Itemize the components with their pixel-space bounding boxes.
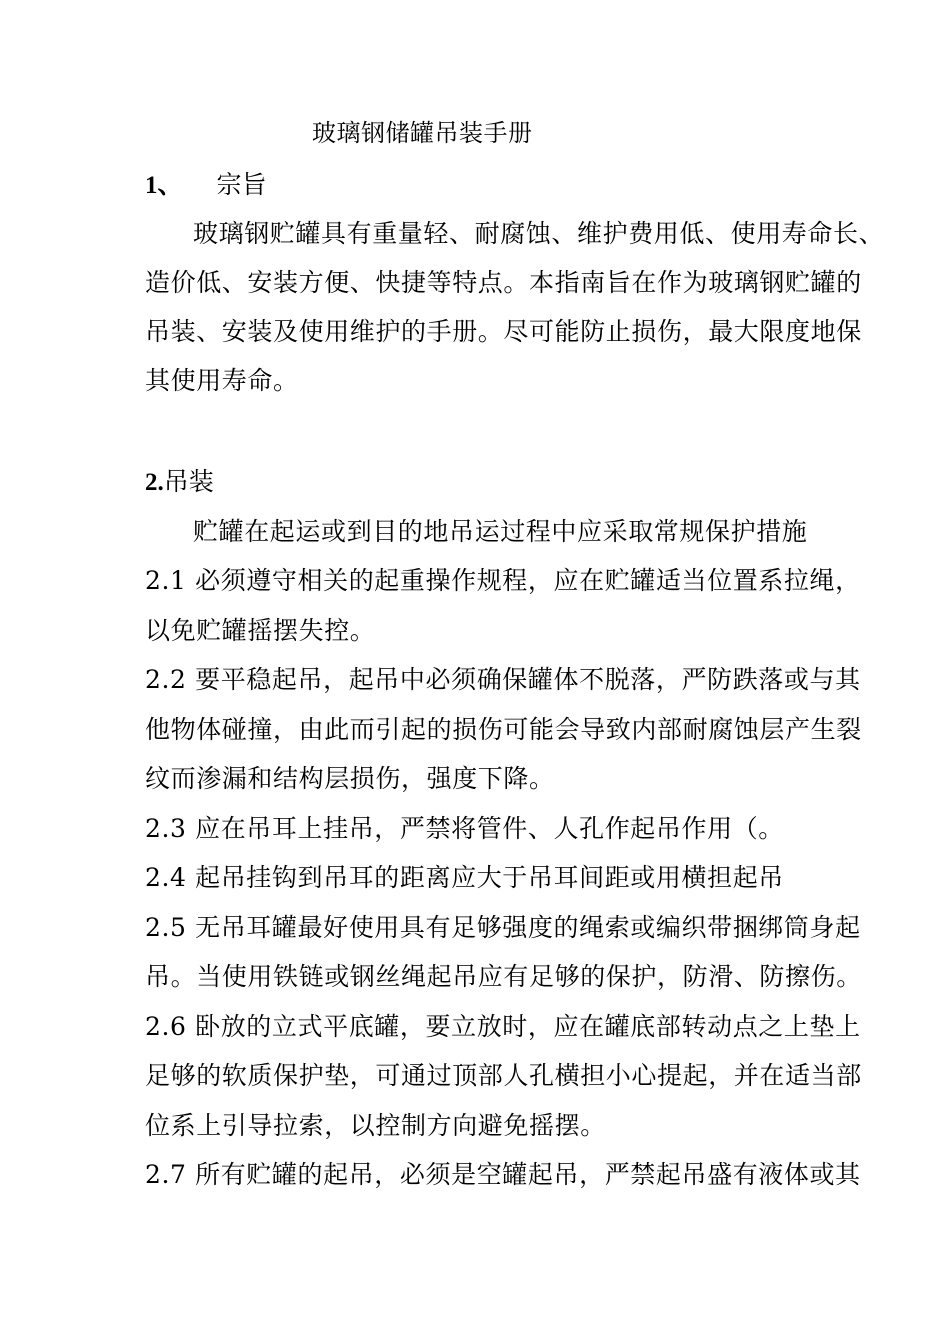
clause-line: 2.4 起吊挂钩到吊耳的距离应大于吊耳间距或用横担起吊	[145, 863, 784, 892]
section-2-number: 2.	[145, 469, 164, 496]
clause-line: 2.6 卧放的立式平底罐，要立放时，应在罐底部转动点之上垫上	[145, 1012, 861, 1041]
clause-line: 纹而渗漏和结构层损伤，强度下降。	[145, 764, 555, 793]
clause-line: 2.7 所有贮罐的起吊，必须是空罐起吊，严禁起吊盛有液体或其	[145, 1160, 861, 1189]
clause-line: 位系上引导拉索，以控制方向避免摇摆。	[145, 1111, 606, 1140]
clause-line: 以免贮罐摇摆失控。	[145, 616, 376, 645]
paragraph-line: 其使用寿命。	[145, 366, 299, 395]
section-2-heading	[145, 464, 214, 501]
clause-line: 足够的软质保护垫，可通过顶部人孔横担小心提起，并在适当部	[145, 1061, 862, 1090]
paragraph-line: 吊装、安装及使用维护的手册。尽可能防止损伤，最大限度地保	[145, 317, 862, 346]
section-1-number: 1、	[145, 172, 183, 199]
clause-line: 2.1 必须遵守相关的起重操作规程，应在贮罐适当位置系拉绳，	[145, 566, 861, 595]
paragraph-line: 造价低、安装方便、快捷等特点。本指南旨在作为玻璃钢贮罐的	[145, 268, 862, 297]
section-1-title: 宗旨	[216, 170, 267, 199]
section-1-heading	[145, 167, 267, 204]
paragraph-line: 玻璃钢贮罐具有重量轻、耐腐蚀、维护费用低、使用寿命长、	[193, 219, 885, 248]
document-title: 玻璃钢储罐吊装手册	[312, 119, 533, 147]
clause-line: 吊。当使用铁链或钢丝绳起吊应有足够的保护，防滑、防擦伤。	[145, 962, 862, 991]
section-2-title: 吊装	[163, 467, 214, 496]
clause-line: 2.3 应在吊耳上挂吊，严禁将管件、人孔作起吊作用（。	[145, 814, 784, 843]
clause-line: 2.2 要平稳起吊，起吊中必须确保罐体不脱落，严防跌落或与其	[145, 665, 861, 694]
clause-line: 他物体碰撞，由此而引起的损伤可能会导致内部耐腐蚀层产生裂	[145, 715, 862, 744]
paragraph-line: 贮罐在起运或到目的地吊运过程中应采取常规保护措施	[193, 517, 808, 546]
clause-line: 2.5 无吊耳罐最好使用具有足够强度的绳索或编织带捆绑筒身起	[145, 913, 861, 942]
